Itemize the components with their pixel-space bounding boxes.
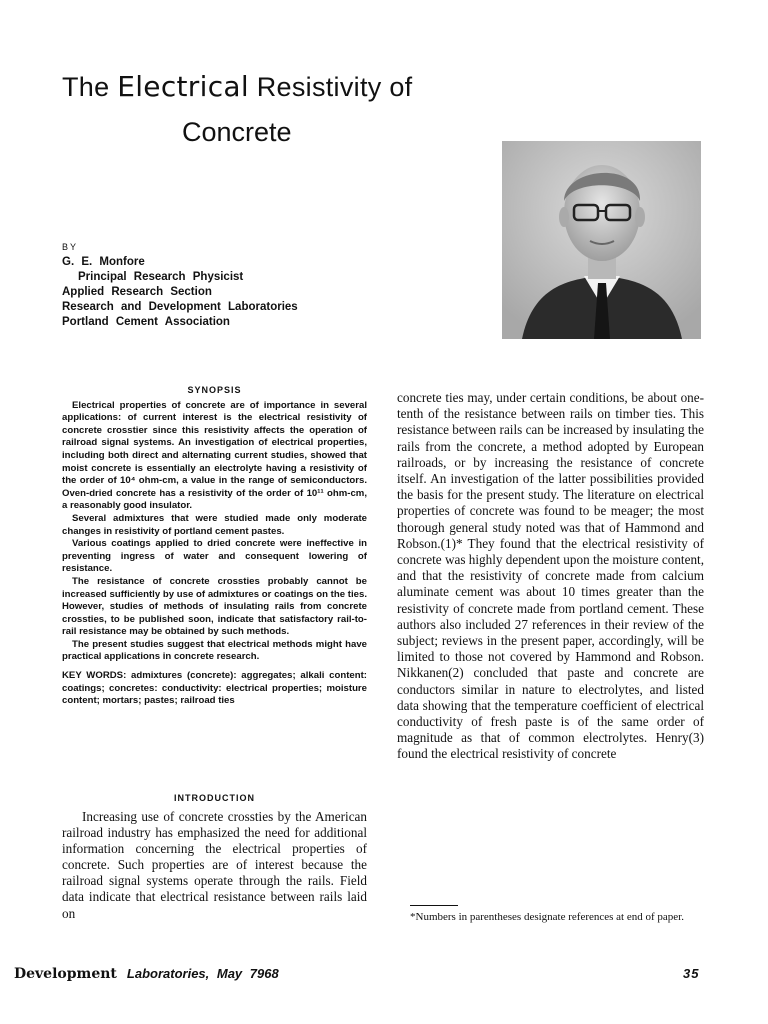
footnote-divider bbox=[410, 905, 458, 906]
synopsis-paragraph: Electrical properties of concrete are of importance in several applications: of current interest is the electrical resistivity of concrete crosstier since this resistivity affects the operation of railroad signal systems. An investigation of electrical properties, including both direct and alternating current studies, showed that moist concrete is essentially an electrolyte having a resistivity of the order of 10⁴ ohm-cm, a value in the range of semiconductors. Oven-dried concrete has a resistivity of the order of 10¹¹ ohm-cm, a reasonably good insulator. bbox=[62, 399, 367, 512]
author-section: Applied Research Section bbox=[62, 286, 212, 298]
synopsis-section bbox=[62, 384, 367, 708]
author-lab: Research and Development Laboratories bbox=[62, 301, 298, 313]
synopsis-paragraph: The resistance of concrete crossties probably cannot be increased sufficiently by use of admixtures or coatings on the ties. However, studies of methods of insulating rails from concrete crossties, to be published soon, indicate that satisfactory rail-to-rail resistance may be obtained by such methods. bbox=[62, 575, 367, 638]
synopsis-paragraph: The present studies suggest that electrical methods might have practical applications in concrete research. bbox=[62, 638, 367, 663]
keywords: KEY WORDS: admixtures (concrete): aggregates; alkali content: coatings; concretes: conductivity: electrical properties; moisture content; mortars; pastes; railroad ties bbox=[62, 670, 367, 707]
title-emphasis: Electrical bbox=[117, 70, 249, 103]
synopsis-paragraph: Several admixtures that were studied made only moderate changes in resistivity of portland cement pastes. bbox=[62, 512, 367, 537]
synopsis-paragraph: Various coatings applied to dried concrete were ineffective in preventing ingress of water and consequent lowering of resistance. bbox=[62, 538, 367, 575]
introduction-text: Increasing use of concrete crossties by the American railroad industry has emphasized the need for additional information concerning the electrical properties of concrete. Such properties are of interest because the railroad signal systems operate through the rails. Field data indicate that electrical resistance between rails laid on bbox=[62, 809, 367, 921]
footer-journal-date: Laboratories, May 7968 bbox=[126, 966, 279, 981]
by-label: BY bbox=[62, 242, 79, 252]
author-org: Portland Cement Association bbox=[62, 316, 230, 328]
footer-journal bbox=[14, 966, 279, 982]
author-title: Principal Research Physicist bbox=[78, 271, 244, 283]
title-part1: The bbox=[62, 72, 118, 102]
author-name: G. E. Monfore bbox=[62, 256, 145, 268]
synopsis-heading: SYNOPSIS bbox=[187, 385, 242, 395]
page-title bbox=[62, 70, 412, 103]
author-block bbox=[62, 240, 298, 330]
author-portrait-image bbox=[502, 141, 701, 339]
author-portrait-icon bbox=[502, 141, 701, 339]
title-part2: Resistivity of bbox=[248, 72, 413, 102]
page-title-line2: Concrete bbox=[182, 117, 292, 147]
introduction-heading: INTRODUCTION bbox=[174, 793, 255, 803]
footnote: *Numbers in parentheses designate references at end of paper. bbox=[410, 911, 684, 923]
page-number: 35 bbox=[683, 966, 700, 981]
footer-journal-name: Development bbox=[14, 966, 117, 982]
right-column-text: concrete ties may, under certain conditions, be about one-tenth of the resistance between rails on timber ties. This resistance between rails can be increased by insulating the rails from the concrete, a method adopted by European railroads, or by increasing the resistance of concrete itself. An investigation of the latter possibilities provided the basis for the present study. The literature on electrical properties of concrete was found to be meager; the most thorough general study noted was that of Hammond and Robson.(1)* They found that the electrical resistivity of concrete was highly dependent upon the moisture content, and that the resistivity of concrete made from calcium aluminate cement was about 10 times greater than the resistivity of concrete made from portland cement. These authors also included 27 references in their review of the subject; reviews in the present paper, accordingly, will be limited to those not covered by Hammond and Robson. Nikkanen(2) concluded that paste and concrete are conductors similar in nature to electrolytes, and listed data showing that the temperature coefficient of electrical conductivity of fresh paste is of the same order of magnitude as that of common electrolytes. Henry(3) found the electrical resistivity of concrete bbox=[397, 390, 704, 762]
